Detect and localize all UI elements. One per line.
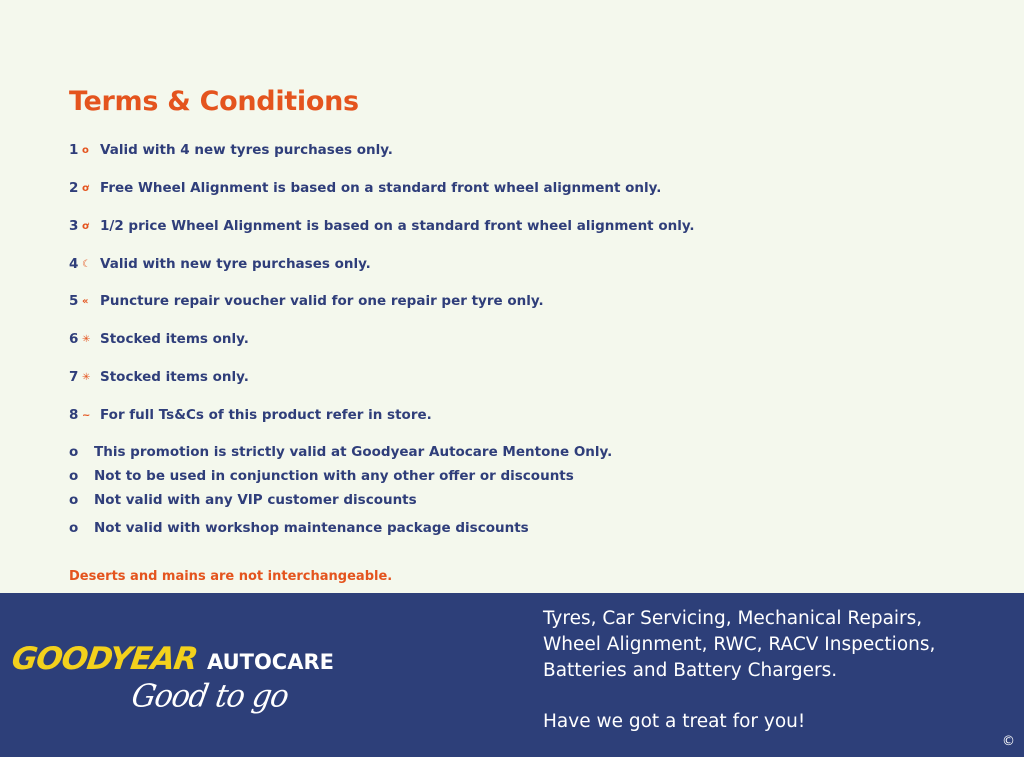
bullet-text: Not to be used in conjunction with any other offer or discounts <box>94 468 574 484</box>
term-item <box>69 140 393 160</box>
term-number: 5 <box>69 293 79 309</box>
term-item <box>69 216 695 236</box>
copyright-icon: © <box>1002 734 1015 749</box>
term-number: 7 <box>69 369 79 385</box>
term-item <box>69 367 249 387</box>
term-item <box>69 254 371 274</box>
goodyear-wordmark: GOODYEAR <box>9 641 200 677</box>
bullet-text: Not valid with workshop maintenance package discounts <box>94 520 529 536</box>
footer-banner <box>0 593 1024 757</box>
bullet-item <box>69 466 574 486</box>
bullet-text: Not valid with any VIP customer discounts <box>94 492 417 508</box>
term-symbol: o <box>82 144 89 156</box>
term-symbol: ~ <box>82 409 91 421</box>
term-text: Valid with 4 new tyres purchases only. <box>100 142 393 158</box>
term-item <box>69 329 249 349</box>
term-symbol: « <box>82 295 89 307</box>
bullet-mark: o <box>69 492 79 508</box>
term-number: 4 <box>69 256 79 272</box>
bullet-mark: o <box>69 520 79 536</box>
bullet-item <box>69 518 529 538</box>
bullet-item <box>69 490 417 510</box>
term-text: 1/2 price Wheel Alignment is based on a standard front wheel alignment only. <box>100 218 695 234</box>
term-symbol: ☾ <box>82 258 91 270</box>
services-list: Tyres, Car Servicing, Mechanical Repairs, Wheel Alignment, RWC, RACV Inspections, Batteries and Battery Chargers. <box>543 608 936 681</box>
term-text: For full Ts&Cs of this product refer in store. <box>100 407 432 423</box>
term-number: 8 <box>69 407 79 423</box>
term-text: Stocked items only. <box>100 369 249 385</box>
bullet-text: This promotion is strictly valid at Goodyear Autocare Mentone Only. <box>94 444 613 460</box>
term-item <box>69 178 661 198</box>
term-item <box>69 291 544 311</box>
interchangeable-note: Deserts and mains are not interchangeable. <box>69 569 393 584</box>
term-item <box>69 405 432 425</box>
page-title: Terms & Conditions <box>69 86 359 117</box>
term-symbol: ✳ <box>82 371 91 383</box>
bullet-mark: o <box>69 444 79 460</box>
term-number: 1 <box>69 142 79 158</box>
term-text: Valid with new tyre purchases only. <box>100 256 371 272</box>
term-symbol: ✳ <box>82 333 91 345</box>
bullet-item <box>69 442 612 462</box>
tagline: Good to go <box>128 678 291 715</box>
term-text: Free Wheel Alignment is based on a standard front wheel alignment only. <box>100 180 662 196</box>
term-text: Stocked items only. <box>100 331 249 347</box>
treat-message: Have we got a treat for you! <box>543 711 806 732</box>
term-symbol: ơ <box>82 182 89 194</box>
term-number: 2 <box>69 180 79 196</box>
term-number: 6 <box>69 331 79 347</box>
goodyear-autocare-logo <box>9 641 334 677</box>
autocare-wordmark: AUTOCARE <box>206 650 334 674</box>
term-symbol: ơ <box>82 220 89 232</box>
term-text: Puncture repair voucher valid for one repair per tyre only. <box>100 293 544 309</box>
term-number: 3 <box>69 218 79 234</box>
bullet-mark: o <box>69 468 79 484</box>
